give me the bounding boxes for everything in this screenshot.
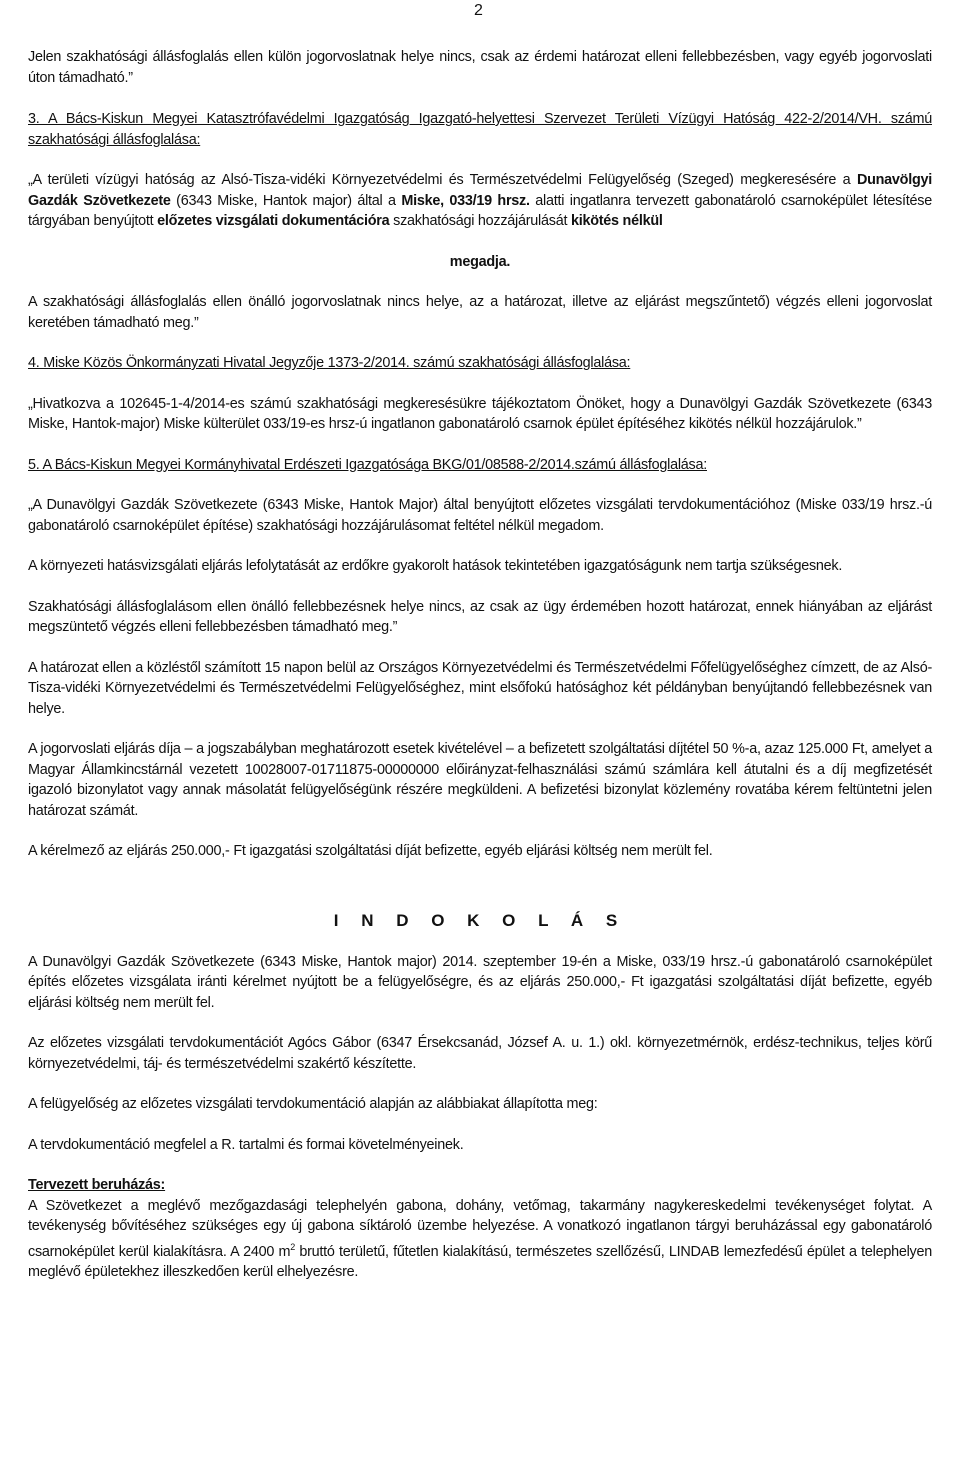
text-run: szakhatósági hozzájárulását <box>389 213 571 229</box>
bold-run: Dunavölgyi Gazdák Szövetkezete <box>28 172 932 209</box>
decision-word: megadja. <box>449 253 511 270</box>
section-4-title-text: 4. Miske Közös Önkormányzati Hivatal Jegyzője 1373-2/2014. számú szakhatósági állásfoglalása: <box>28 355 631 371</box>
paragraph-appeal-fee: A jogorvoslati eljárás díja – a jogszabályban meghatározott esetek kivételével – a befizetett szolgáltatási díjtétel 50 %-a, azaz 125.000 Ft, amelyet a Magyar Államkincstárnál vezetett 10028007-01711875-00000000 előirányzat-felhasználási számú számlára kell átutalni és a díj megfizetését igazoló bizonylatot vagy annak másolatát felügyelőségünk részére megküldeni. A befizetési bizonylat közlemény rovatába kérem feltüntetni jelen határozat számát. <box>28 741 932 819</box>
section-5-title <box>28 455 932 476</box>
section-3-title <box>28 109 932 150</box>
reasoning-heading: I N D O K O L Á S <box>333 910 627 930</box>
planned-investment-title <box>28 1175 932 1196</box>
text-run: „A területi vízügyi hatóság az Alsó-Tisza-vidéki Környezetvédelmi és Természetvédelmi Felügyelőség (Szeged) megkeresésére a <box>28 172 857 188</box>
paragraph-application: A Dunavölgyi Gazdák Szövetkezete (6343 Miske, Hantok major) 2014. szeptember 19-én a Miske, 033/19 hrsz.-ú gabonatároló csarnoképület építés előzetes vizsgálata iránti kérelmet nyújtott be a felügyelőségre, és az eljárás 250.000,- Ft igazgatási szolgáltatási díját befizette, egyéb eljárási költség nem merült fel. <box>28 953 932 1011</box>
section-3-title-text: 3. A Bács-Kiskun Megyei Katasztrófavédelmi Igazgatóság Igazgató-helyettesi Szervezet Területi Vízügyi Hatóság 422-2/2014/VH. számú szakhatósági állásfoglalása: <box>28 111 932 148</box>
bold-run: Miske, 033/19 hrsz. <box>401 192 530 209</box>
paragraph-fee-paid: A kérelmező az eljárás 250.000,- Ft igazgatási szolgáltatási díját befizette, egyéb eljárási költség nem merült fel. <box>28 843 713 859</box>
section-3-body <box>28 170 932 232</box>
paragraph-impact-assessment: A környezeti hatásvizsgálati eljárás lefolytatását az erdőkre gyakorolt hatások tekintetében igazgatóságunk nem tartja szükségesnek. <box>28 558 843 574</box>
text-run: bruttó területű, fűtetlen kialakítású, természetes szellőzésű, LINDAB lemezfedésű épület a telephelyen meglévő épületekhez illeszkedően kerül elhelyezésre. <box>28 1243 932 1280</box>
text-run: A Szövetkezet a meglévő mezőgazdasági telephelyén gabona, dohány, vetőmag, takarmány nagykereskedelmi tevékenységet folytat. A tevékenység bővítéséhez szükséges egy új gabona síktároló üzembe helyezése. A vonatkozó ingatlanon tárgyi beruházással egy gabonatároló csarnoképület kerül kialakításra. A 2400 m <box>28 1197 932 1260</box>
page-number: 2 <box>474 2 483 19</box>
section-5-body: „A Dunavölgyi Gazdák Szövetkezete (6343 Miske, Hantok Major) által benyújtott előzetes vizsgálati tervdokumentációhoz (Miske 033/19 hrsz.-ú gabonatároló csarnoképület építése) szakhatósági hozzájárulásomat feltétel nélkül megadom. <box>28 497 932 534</box>
superscript: 2 <box>290 1241 295 1252</box>
section-4-title <box>28 353 932 374</box>
planned-investment-body <box>28 1196 932 1283</box>
section-4-body: „Hivatkozva a 102645-1-4/2014-es számú szakhatósági megkeresésükre tájékoztatom Önöket, hogy a Dunavölgyi Gazdák Szövetkezete (6343 Miske, Hantok-major) Miske külterület 033/19-es hrsz-ú ingatlanon gabonatároló csarnok épület építéséhez kikötés nélkül hozzájárulok.” <box>28 395 932 432</box>
paragraph-appeal-note: Jelen szakhatósági állásfoglalás ellen külön jogorvoslatnak helye nincs, csak az érdemi határozat elleni fellebbezésben, vagy egyéb jogorvoslati úton támadható.” <box>28 49 932 86</box>
document-body <box>0 47 960 1282</box>
section-3-remedy: A szakhatósági állásfoglalás ellen önálló jogorvoslatnak nincs helye, az a határozat, illetve az eljárást megszűntető) végzés elleni jogorvoslat keretében támadható meg.” <box>28 294 932 331</box>
bold-run: kikötés nélkül <box>570 213 663 229</box>
paragraph-compliance: A tervdokumentáció megfelel a R. tartalmi és formai követelményeinek. <box>28 1136 464 1153</box>
paragraph-appeal: A határozat ellen a közléstől számított 15 napon belül az Országos Környezetvédelmi és Természetvédelmi Főfelügyelőséghez címzett, de az Alsó-Tisza-vidéki Környezetvédelmi és Természetvédelmi Felügyelőséghez, mint elsőfokú hatósághoz két példányban benyújtandó fellebbezésnek van helye. <box>28 659 932 717</box>
text-run: (6343 Miske, Hantok major) által a <box>170 192 402 209</box>
section-5-title-text: 5. A Bács-Kiskun Megyei Kormányhivatal Erdészeti Igazgatósága BKG/01/08588-2/2014.számú állásfoglalása: <box>28 456 707 473</box>
planned-investment-title-text: Tervezett beruházás: <box>28 1177 166 1193</box>
paragraph-section-5-remedy: Szakhatósági állásfoglalásom ellen önálló fellebbezésnek helye nincs, az csak az ügy érdemében hozott határozat, ennek hiányában az eljárást megszüntető végzés elleni fellebbezésben támadható meg.” <box>28 598 932 635</box>
paragraph-findings-intro: A felügyelőség az előzetes vizsgálati tervdokumentáció alapján az alábbiakat állapította meg: <box>28 1096 598 1112</box>
paragraph-expert: Az előzetes vizsgálati tervdokumentációt Agócs Gábor (6347 Érsekcsanád, József A. u. 1.) okl. környezetmérnök, erdész-technikus, teljes körű környezetvédelmi, táj- és természetvédelmi szakértő készítette. <box>28 1035 932 1072</box>
text-run: alatti ingatlanra tervezett gabonatároló csarnoképület létesítése tárgyában benyújtott <box>28 192 933 229</box>
bold-run: előzetes vizsgálati dokumentációra <box>157 213 390 229</box>
